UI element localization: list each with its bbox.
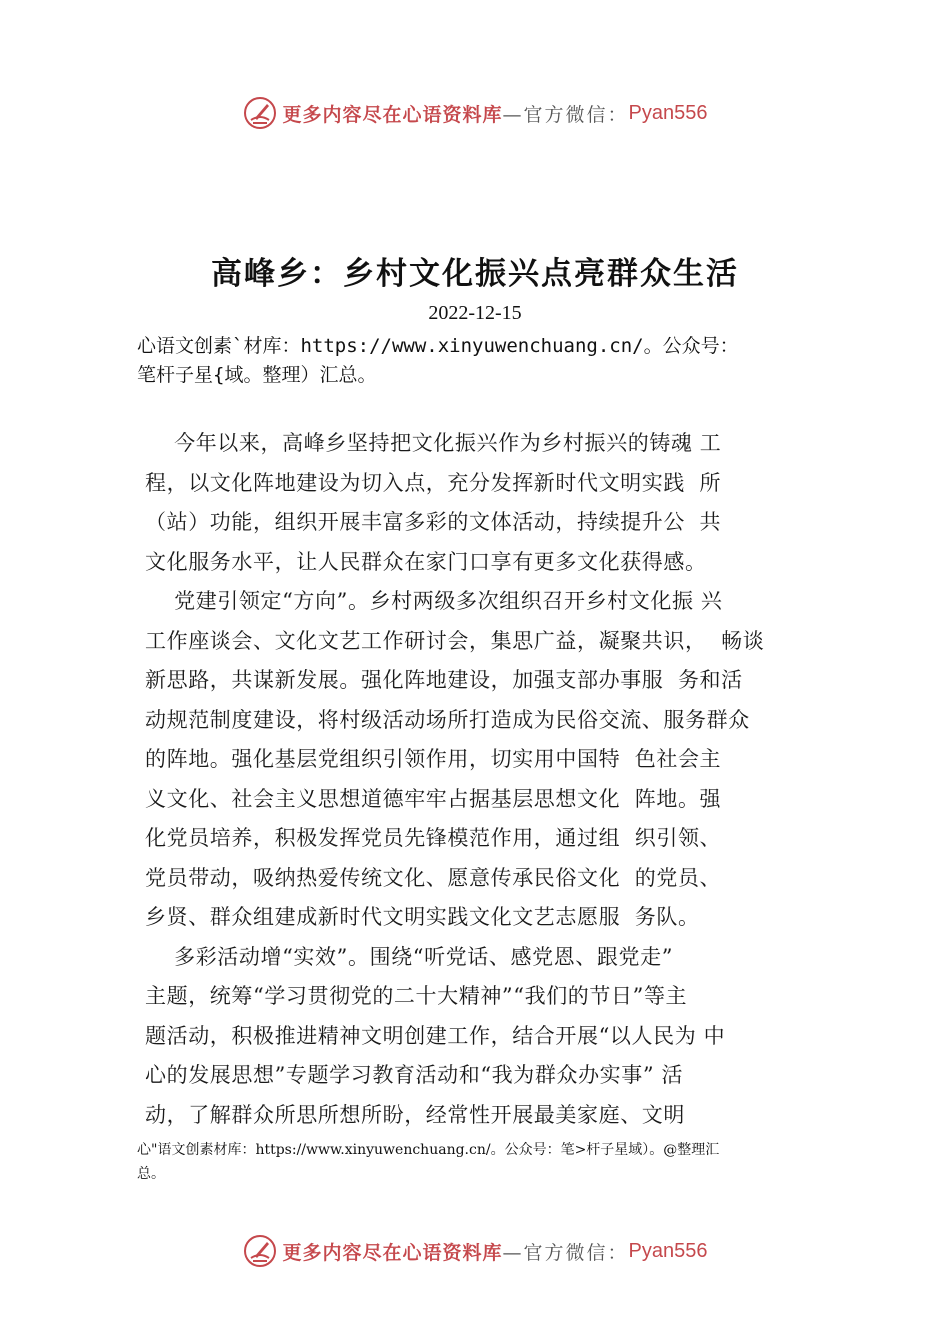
- body-line: 程，以文化阵地建设为切入点，充分发挥新时代文明实践 所: [145, 470, 722, 495]
- source-line: 笔杆子星{域。整理）汇总。: [137, 364, 377, 386]
- source-note: [137, 332, 837, 390]
- article-date: 2022-12-15: [428, 302, 522, 324]
- article-title: 高峰乡：乡村文化振兴点亮群众生活: [211, 256, 739, 292]
- body-line: （站）功能，组织开展丰富多彩的文体活动，持续提升公 共: [145, 510, 722, 534]
- body-line: 心的发展思想”专题学习教育活动和“我为群众办实事” 活: [145, 1063, 684, 1087]
- body-line: 党建引领定“方向”。乡村两级多次组织召开乡村文化振 兴: [145, 589, 723, 613]
- body-line: 今年以来，高峰乡坚持把文化振兴作为乡村振兴的铸魂 工: [145, 431, 722, 455]
- banner-wechat-label: —官方微信：: [502, 1241, 629, 1264]
- body-line: 的阵地。强化基层党组织引领作用，切实用中国特 色社会主: [145, 747, 722, 771]
- quill-book-icon: [243, 1234, 277, 1268]
- body-line: 化党员培养，积极发挥党员先锋模范作用，通过组 织引领、: [145, 826, 722, 850]
- banner-wechat-id: Pyan556: [628, 101, 708, 124]
- body-line: 党员带动，吸纳热爱传统文化、愿意传承民俗文化 的党员、: [145, 865, 722, 890]
- footer-banner: [0, 1234, 950, 1268]
- body-line: 文化服务水平，让人民群众在家门口享有更多文化获得感。: [145, 549, 707, 574]
- body-line: 动规范制度建设，将村级活动场所打造成为民俗交流、服务群众: [145, 707, 750, 732]
- quill-book-icon: [243, 96, 277, 130]
- banner-wechat-label: —官方微信：: [502, 103, 629, 126]
- source-line: 心语文创素`材库：https://www.xinyuwenchuang.cn/。公众号：: [137, 335, 739, 357]
- footer-note: [137, 1138, 837, 1186]
- body-line: 主题，统筹“学习贯彻党的二十大精神”“我们的节日”等主: [145, 984, 688, 1008]
- body-line: 题活动，积极推进精神文明创建工作，结合开展“以人民为 中: [145, 1023, 726, 1048]
- header-banner: [0, 96, 950, 130]
- body-line: 多彩活动增“实效”。围绕“听党话、感党恩、跟党走”: [145, 944, 674, 969]
- banner-text: 更多内容尽在心语资料库: [282, 103, 503, 126]
- body-line: 新思路，共谋新发展。强化阵地建设，加强支部办事服 务和活: [145, 668, 743, 692]
- footer-line: 总。: [137, 1166, 165, 1182]
- body-line: 乡贤、群众组建成新时代文明实践文化文艺志愿服 务队。: [145, 905, 700, 929]
- body-line: 义文化、社会主义思想道德牢牢占据基层思想文化 阵地。强: [145, 786, 722, 811]
- body-line: 工作座谈会、文化文艺工作研讨会，集思广益，凝聚共识， 畅谈: [145, 628, 765, 653]
- article-body: [145, 424, 835, 1135]
- banner-text: 更多内容尽在心语资料库: [282, 1241, 503, 1264]
- footer-line: 心"语文创素材库：https://www.xinyuwenchuang.cn/。公众号：笔>杆子星域）。@整理汇: [137, 1142, 720, 1158]
- body-line: 动，了解群众所思所想所盼，经常性开展最美家庭、文明: [145, 1102, 685, 1127]
- banner-wechat-id: Pyan556: [628, 1239, 708, 1262]
